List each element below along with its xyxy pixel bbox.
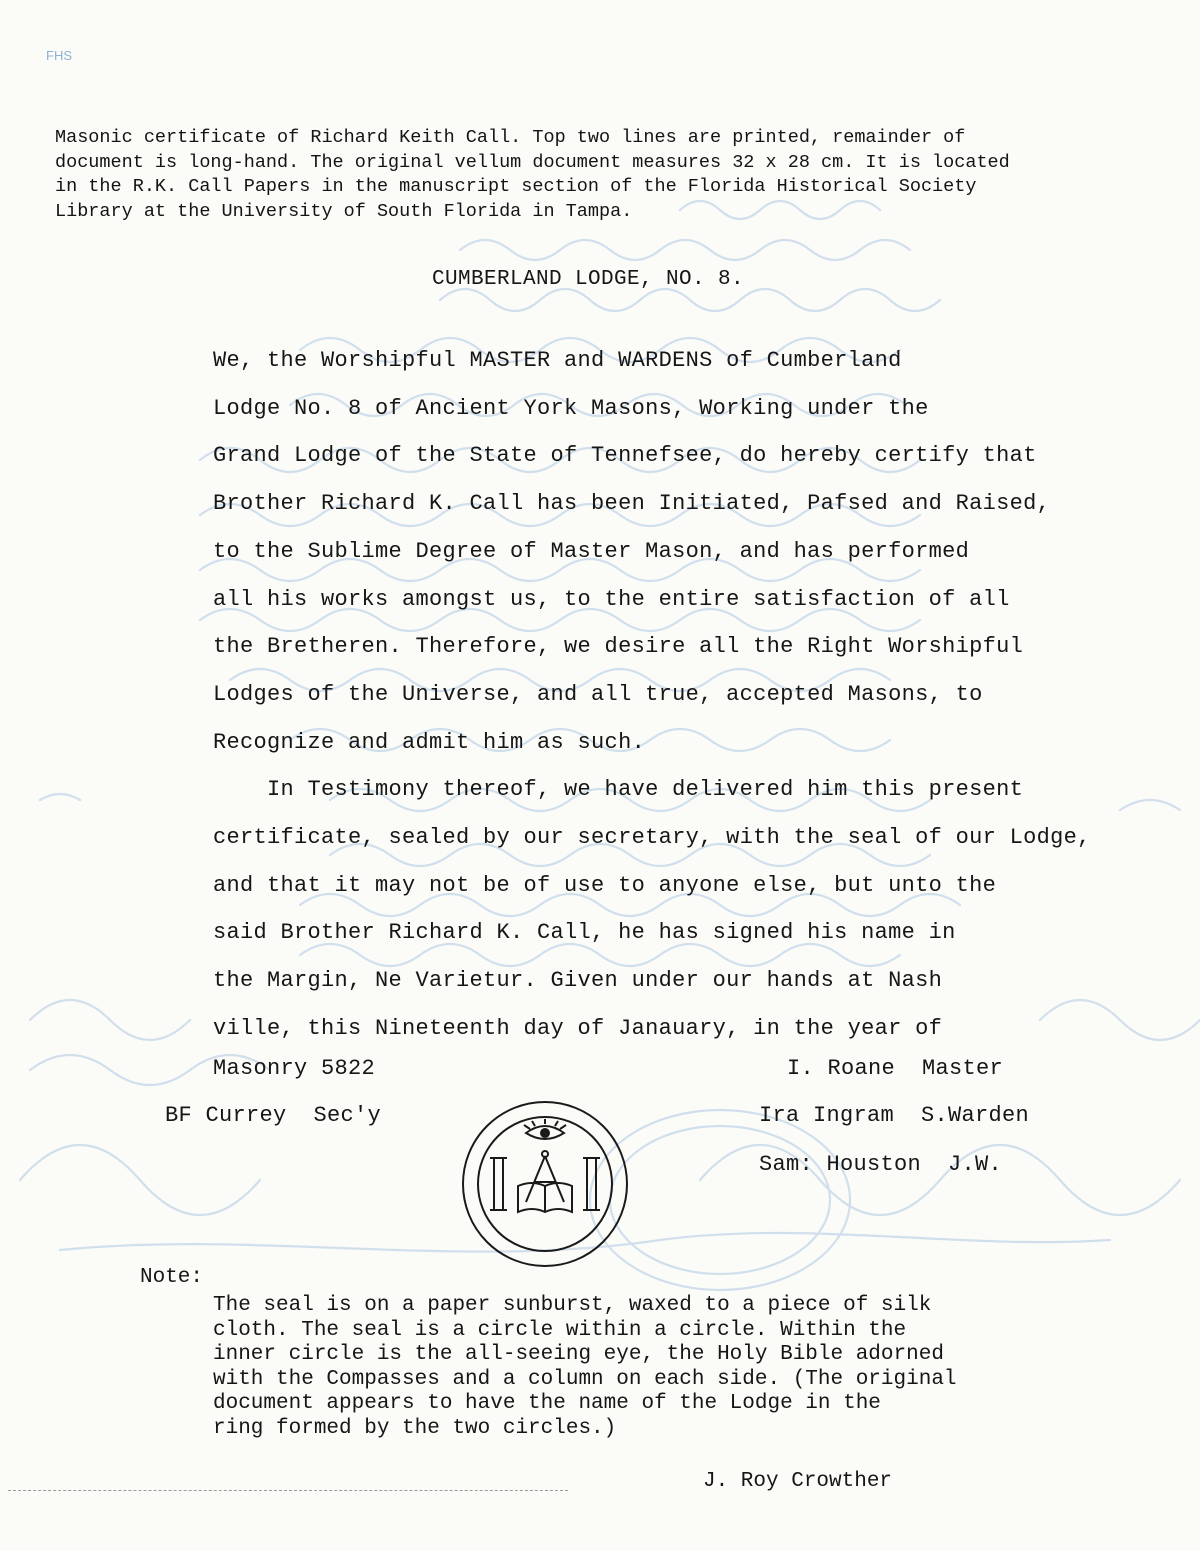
body-line: Brother Richard K. Call has been Initiated, Pafsed and Raised,: [213, 491, 1051, 517]
body-line: certificate, sealed by our secretary, with the seal of our Lodge,: [213, 825, 1091, 851]
body-line: ville, this Nineteenth day of Janauary, in the year of: [213, 1015, 943, 1041]
body-line: Recognize and admit him as such.: [213, 729, 646, 755]
body-line: In Testimony thereof, we have delivered him this present: [213, 777, 1024, 803]
body-line: said Brother Richard K. Call, he has signed his name in: [213, 920, 956, 946]
intro-description: [55, 126, 1165, 224]
note-text: [213, 1294, 1173, 1442]
body-line: and that it may not be of use to anyone else, but unto the: [213, 872, 997, 898]
body-line: Grand Lodge of the State of Tennefsee, do hereby certify that: [213, 443, 1037, 469]
signature-secretary: BF Currey Sec'y: [165, 1103, 382, 1128]
intro-line: document is long-hand. The original vellum document measures 32 x 28 cm. It is located: [55, 151, 1010, 173]
note-line: inner circle is the all-seeing eye, the Holy Bible adorned: [213, 1343, 944, 1367]
body-line: Lodges of the Universe, and all true, accepted Masons, to: [213, 681, 983, 707]
body-line: all his works amongst us, to the entire satisfaction of all: [213, 586, 1010, 612]
signature-master: I. Roane Master: [787, 1056, 1004, 1081]
body-line: We, the Worshipful MASTER and WARDENS of Cumberland: [213, 348, 902, 373]
signature-junior-warden: Sam: Houston J.W.: [759, 1152, 1003, 1177]
note-line: ring formed by the two circles.): [213, 1416, 617, 1440]
bottom-divider: [8, 1490, 568, 1491]
note-line: cloth. The seal is a circle within a circle. Within the: [213, 1318, 907, 1342]
author-name: J. Roy Crowther: [703, 1470, 893, 1493]
note-line: document appears to have the name of the Lodge in the: [213, 1392, 881, 1416]
intro-line: in the R.K. Call Papers in the manuscript section of the Florida Historical Society: [55, 176, 977, 197]
intro-line: Masonic certificate of Richard Keith Call. Top two lines are printed, remainder of: [55, 127, 966, 148]
lodge-heading: CUMBERLAND LODGE, NO. 8.: [432, 268, 745, 291]
note-line: The seal is on a paper sunburst, waxed to a piece of silk: [213, 1294, 932, 1317]
body-line: Lodge No. 8 of Ancient York Masons, Working under the: [213, 395, 929, 421]
note-label: Note:: [140, 1266, 204, 1289]
body-line: the Bretheren. Therefore, we desire all the Right Worshipful: [213, 634, 1024, 660]
note-line: with the Compasses and a column on each side. (The original: [213, 1367, 957, 1391]
masonic-seal-icon: [460, 1098, 630, 1270]
signature-senior-warden: Ira Ingram S.Warden: [759, 1103, 1030, 1128]
body-line: the Margin, Ne Varietur. Given under our hands at Nash: [213, 968, 943, 994]
archive-stamp: FHS: [46, 48, 72, 63]
body-line: to the Sublime Degree of Master Mason, and has performed: [213, 538, 970, 564]
certificate-body: [213, 337, 1173, 1053]
intro-line: Library at the University of South Florida in Tampa.: [55, 200, 633, 222]
masonry-year: Masonry 5822: [213, 1056, 376, 1081]
